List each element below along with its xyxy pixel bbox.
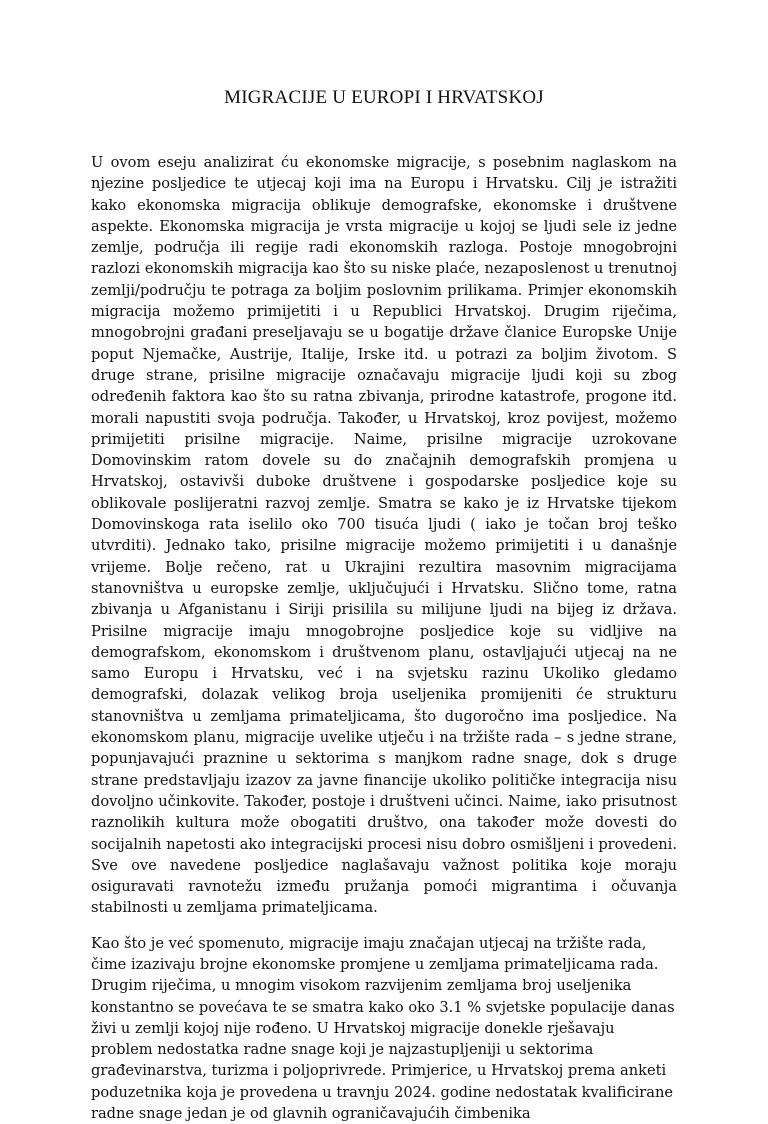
paragraph-2: Kao što je već spomenuto, migracije imaju značajan utjecaj na tržište rada, čime izazivaju brojne ekonomske promjene u zemljama primateljicama rada. Drugim riječima, u mnogim visokom razvijenim zemljama broj useljenika konstantno se povećava te se smatra kako oko 3.1 % svjetske populacije danas živi u zemlji kojoj nije rođeno. U Hrvatskoj migracije donekle rješavaju problem nedostatka radne snage koji je najzastupljeniji u sektorima građevinarstva, turizma i poljoprivrede. Primjerice, u Hrvatskoj prema anketi poduzetnika koja je provedena u travnju 2024. godine nedostatak kvalificirane radne snage jedan je od glavnih ograničavajućih čimbenika	[91, 934, 675, 1123]
document-body	[91, 152, 677, 1124]
document-title: MIGRACIJE U EUROPI I HRVATSKOJ	[224, 87, 544, 108]
paragraph-1: U ovom eseju analizirat ću ekonomske migracije, s posebnim naglaskom na njezine posljedice te utjecaj koji ima na Europu i Hrvatsku. Cilj je istražiti kako ekonomska migracija oblikuje demografske, ekonomske i društvene aspekte. Ekonomska migracija je vrsta migracije u kojoj se ljudi sele iz jedne zemlje, područja ili regije radi ekonomskih razloga. Postoje mnogobrojni razlozi ekonomskih migracija kao što su niske plaće, nezaposlenost u trenutnoj zemlji/području te potraga za boljim poslovnim prilikama. Primjer ekonomskih migracija možemo primijetiti i u Republici Hrvatskoj. Drugim riječima, mnogobrojni građani preseljavaju se u bogatije države članice Europske Unije poput Njemačke, Austrije, Italije, Irske itd. u potrazi za boljim životom. S druge strane, prisilne migracije označavaju migracije ljudi koji su zbog određenih faktora kao što su ratna zbivanja, prirodne katastrofe, progone itd. morali napustiti svoja područja. Također, u Hrvatskoj, kroz povijest, možemo primijetiti prisilne migracije. Naime, prisilne migracije uzrokovane Domovinskim ratom dovele su do značajnih demografskih promjena u Hrvatskoj, ostavivši duboke društvene i gospodarske posljedice koje su oblikovale poslijeratni razvoj zemlje. Smatra se kako je iz Hrvatske tijekom Domovinskoga rata iselilo oko 700 tisuća ljudi ( iako je točan broj teško utvrditi). Jednako tako, prisilne migracije možemo primijetiti i u današnje vrijeme. Bolje rečeno, rat u Ukrajini rezultira masovnim migracijama stanovništva u europske zemlje, uključujući i Hrvatsku. Slično tome, ratna zbivanja u Afganistanu i Siriji prisilila su milijune ljudi na bijeg iz država. Prisilne migracije imaju mnogobrojne posljedice koje su vidljive na demografskom, ekonomskom i društvenom planu, ostavljajući utjecaj na ne samo Europu i Hrvatsku, već i na svjetsku razinu Ukoliko gledamo demografski, dolazak velikog broja useljenika promijeniti će strukturu stanovništva u zemljama primateljicama, što dugoročno ima posljedice. Na ekonomskom planu, migracije uvelike utječu i na tržište rada – s jedne strane, popunjavajući praznine u sektorima s manjkom radne snage, dok s druge strane predstavljaju izazov za javne financije ukoliko političke integracija nisu dovoljno učinkovite. Također, postoje i društveni učinci. Naime, iako prisutnost raznolikih kultura može obogatiti društvo, ona također može dovesti do socijalnih napetosti ako integracijski procesi nisu dobro osmišljeni i provedeni. Sve ove navedene posljedice naglašavaju važnost politika koje moraju osiguravati ravnotežu između pružanja pomoći migrantima i očuvanja stabilnosti u zemljama primateljicama.	[91, 154, 677, 917]
